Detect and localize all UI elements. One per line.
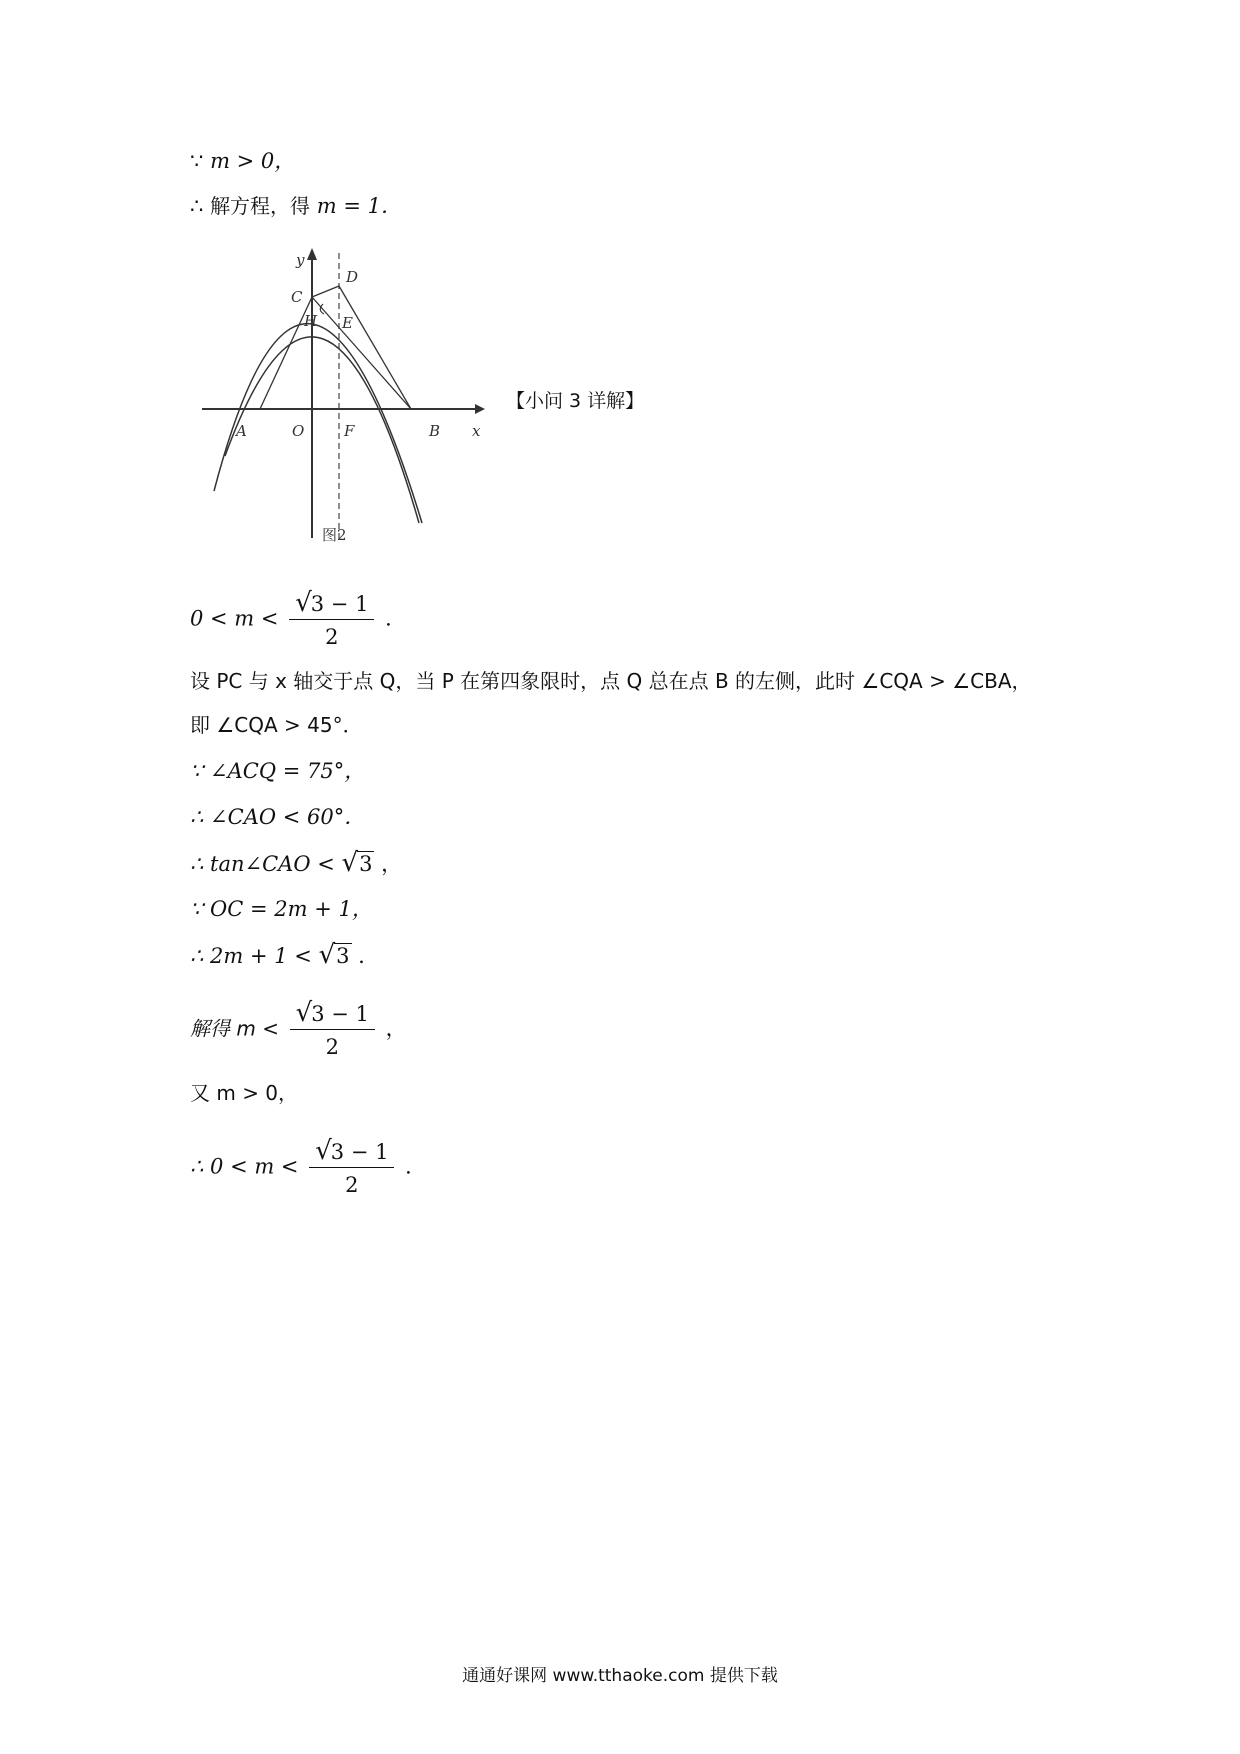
x-axis-arrow-icon [475, 404, 485, 414]
math-expression: 0 < m < [190, 606, 279, 631]
math-expression: ∴ tan∠CAO < [190, 852, 335, 876]
line-m-positive-again [190, 1080, 298, 1106]
label-y: y [296, 251, 305, 269]
line-final-range [190, 1138, 426, 1198]
line-tan-cao [190, 850, 402, 877]
text-fragment: 解方程，得 [210, 194, 311, 218]
sqrt: √3 [318, 940, 350, 970]
fraction: $\frac{√3 - 1}{2}$ [289, 590, 374, 650]
numerator: 3 − 1 [311, 1002, 369, 1026]
label-A: A [236, 422, 247, 440]
parabola-figure [192, 248, 492, 560]
punctuation: ． [385, 606, 407, 631]
label-E: E [342, 314, 353, 332]
line-solve-m [190, 193, 402, 219]
math-expression: 解得 m < [190, 1016, 279, 1041]
line-oc-value [190, 896, 373, 922]
page-footer: 通通好课网 www.tthaoke.com 提供下载 [462, 1666, 778, 1686]
fraction: $\frac{√3 - 1}{2}$ [290, 1000, 375, 1060]
sqrt: √3 [341, 848, 373, 878]
text-fragment: 设 PC 与 x 轴交于点 Q，当 P 在第四象限时，点 Q 总在点 B 的左侧，此时 ∠CQA > ∠CBA， [190, 669, 1032, 693]
math-expression: ∵ OC = 2m + 1， [190, 897, 373, 921]
radicand: 3 [359, 852, 373, 876]
label-H: H [304, 312, 318, 330]
y-axis-arrow-icon [307, 248, 317, 260]
punctuation: ． [405, 1154, 427, 1179]
punctuation: ． [358, 944, 380, 968]
fraction: $\frac{√3 - 1}{2}$ [309, 1138, 394, 1198]
text-fragment: 又 m > 0， [190, 1081, 299, 1105]
section-heading: 【小问 3 详解】 [506, 390, 645, 412]
because-symbol: ∵ [190, 149, 204, 173]
label-B: B [429, 422, 441, 440]
line-cqa-gt-45 [190, 712, 363, 738]
line-solve-result [190, 1000, 407, 1060]
label-F: F [344, 422, 355, 440]
punctuation: ， [385, 1016, 407, 1041]
therefore-symbol: ∴ [190, 194, 204, 218]
numerator: 3 − 1 [310, 592, 369, 616]
math-expression: m = 1． [316, 194, 402, 218]
segment-cb [312, 297, 411, 409]
math-expression: m > 0， [210, 149, 296, 173]
line-cao-lt-60 [190, 804, 365, 830]
line-acq-75 [190, 758, 365, 784]
denominator: 2 [325, 625, 339, 649]
figure-caption: 图2 [322, 526, 347, 544]
line-given-m-positive [190, 148, 295, 174]
label-O: O [292, 422, 305, 440]
segment-cd [312, 286, 339, 297]
line-set-q [190, 668, 1032, 694]
label-D: D [346, 268, 359, 286]
label-C: C [291, 288, 303, 306]
text-fragment: 即 ∠CQA > 45°． [190, 713, 363, 737]
denominator: 2 [345, 1173, 359, 1197]
math-expression: ∴ 2m + 1 < [190, 944, 312, 968]
punctuation: ， [381, 852, 403, 876]
math-expression: ∵ ∠ACQ = 75°， [190, 759, 366, 783]
denominator: 2 [325, 1035, 339, 1059]
label-x: x [472, 422, 481, 440]
math-expression: ∴ 0 < m < [190, 1154, 299, 1179]
segment-db [339, 286, 411, 409]
line-m-range-1 [190, 590, 406, 650]
radicand: 3 [336, 944, 350, 968]
numerator: 3 − 1 [330, 1140, 389, 1164]
math-expression: ∴ ∠CAO < 60°． [190, 805, 366, 829]
line-inequality [190, 942, 379, 969]
